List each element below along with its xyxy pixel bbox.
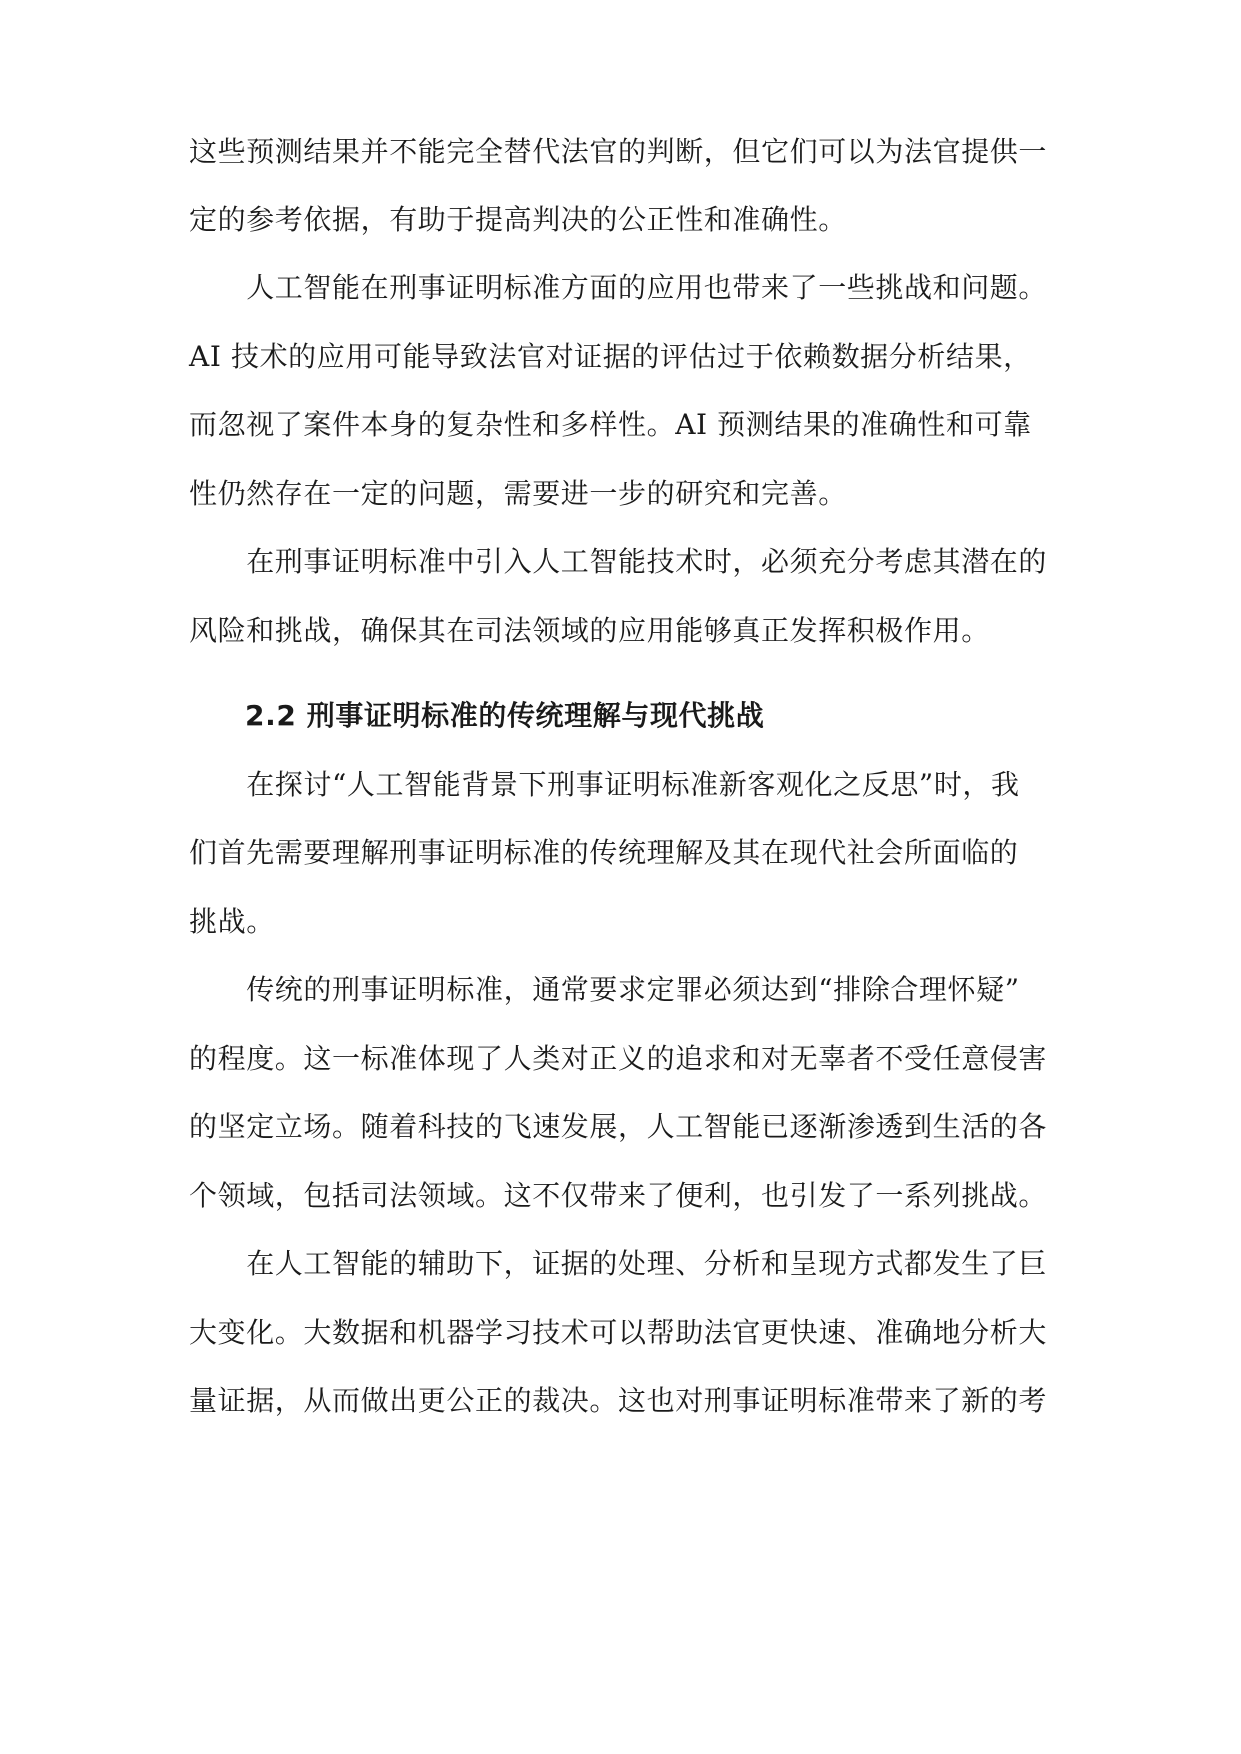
- text-line: 个领域，包括司法领域。这不仅带来了便利，也引发了一系列挑战。: [189, 1179, 1048, 1212]
- text-line: 在探讨“人工智能背景下刑事证明标准新客观化之反思”时，我: [189, 768, 1020, 801]
- text-line: 大变化。大数据和机器学习技术可以帮助法官更快速、准确地分析大: [189, 1316, 1048, 1349]
- text-line: 这些预测结果并不能完全替代法官的判断，但它们可以为法官提供一: [189, 135, 1048, 168]
- text-line: 们首先需要理解刑事证明标准的传统理解及其在现代社会所面临的: [189, 836, 1019, 869]
- text-line: 量证据，从而做出更公正的裁决。这也对刑事证明标准带来了新的考: [189, 1384, 1048, 1417]
- section-heading: 2.2 刑事证明标准的传统理解与现代挑战: [245, 699, 765, 732]
- text-line: 在刑事证明标准中引入人工智能技术时，必须充分考虑其潜在的: [189, 545, 1048, 578]
- text-line: 挑战。: [189, 905, 275, 938]
- text-line: 传统的刑事证明标准，通常要求定罪必须达到“排除合理怀疑”: [189, 973, 1020, 1006]
- text-line: AI 技术的应用可能导致法官对证据的评估过于依赖数据分析结果，: [189, 340, 1032, 373]
- text-line: 人工智能在刑事证明标准方面的应用也带来了一些挑战和问题。: [189, 271, 1048, 304]
- text-line: 风险和挑战，确保其在司法领域的应用能够真正发挥积极作用。: [189, 614, 990, 647]
- text-line: 性仍然存在一定的问题，需要进一步的研究和完善。: [189, 477, 847, 510]
- text-line: 的坚定立场。随着科技的飞速发展，人工智能已逐渐渗透到生活的各: [189, 1110, 1048, 1143]
- text-line: 的程度。这一标准体现了人类对正义的追求和对无辜者不受任意侵害: [189, 1042, 1048, 1075]
- text-line: 定的参考依据，有助于提高判决的公正性和准确性。: [189, 203, 847, 236]
- text-line: 而忽视了案件本身的复杂性和多样性。AI 预测结果的准确性和可靠: [189, 408, 1032, 441]
- text-line: 在人工智能的辅助下，证据的处理、分析和呈现方式都发生了巨: [189, 1247, 1048, 1280]
